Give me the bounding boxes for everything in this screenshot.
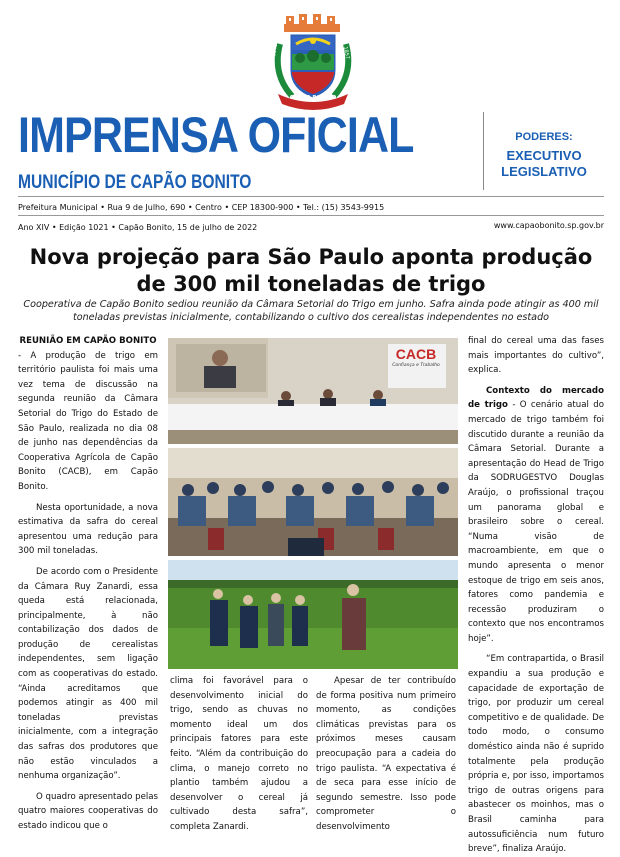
address-line: Prefeitura Municipal • Rua 9 de Julho, 690 • Centro • CEP 18300-900 • Tel.: (15) 3543-9915 bbox=[18, 203, 385, 212]
col1-paragraph-4: O quadro apresentado pelas quatro maiores cooperativas do estado indicou que o bbox=[18, 791, 158, 831]
article-column-1 bbox=[18, 334, 158, 834]
masthead-divider bbox=[483, 112, 484, 190]
power-legislative: LEGISLATIVO bbox=[501, 164, 587, 179]
col3-p1: - O cenário atual do mercado de trigo também foi discutido durante a reunião da Câmara Setorial. Durante a apresentação do Head de Trigo da SODRUGESTVO Douglas Araújo, o profissional traçou um panorama global e brasileiro sobre o cereal. “Numa visão de macroambiente, em que o mundo apresenta o menor estoque de trigo em seis anos, fatores como pandemia e recessão produziram o contexto que nos encontramos hoje”. bbox=[468, 400, 604, 644]
powers-box bbox=[486, 130, 602, 180]
col1-p1: - A produção de trigo em território paulista foi mais uma vez tema de discussão na segunda reunião da Câmara Setorial do Trigo do Estado de São Paulo, realizada no dia 08 de junho nas dependências da Cooperativa Agrícola de Capão Bonito (CACB), em Capão Bonito. bbox=[18, 350, 158, 492]
article-lede: Cooperativa de Capão Bonito sediou reunião da Câmara Setorial do Trigo em junho. Safra ainda pode atingir as 400 mil toneladas previstas inicialmente, contabilizando o cultivo dos cerealistas independentes no estado bbox=[23, 299, 599, 323]
article-column-2b bbox=[316, 674, 456, 835]
cacb-logo bbox=[388, 346, 444, 386]
header-rule-bottom bbox=[18, 215, 604, 216]
cacb-logo-text: CACB bbox=[395, 346, 437, 362]
col1-lead-caps: REUNIÃO EM CAPÃO BONITO bbox=[19, 336, 157, 346]
article-column-2a bbox=[170, 674, 308, 835]
photo-wheat-field bbox=[168, 560, 458, 669]
powers-label: PODERES: bbox=[515, 131, 573, 143]
article-photos bbox=[168, 338, 458, 669]
photo-audience bbox=[168, 448, 458, 556]
masthead-subtitle: MUNICÍPIO DE CAPÃO BONITO bbox=[18, 172, 252, 193]
col2a-paragraph: clima foi favorável para o desenvolvimento inicial do trigo, sendo as chuvas no momento ideal um dos principais fatores para este feito. “Além da contribuição do clima, o manejo correto no plantio também ajudou a desenvolver o cereal já cultivado desta safra”, completa Zanardi. bbox=[170, 676, 308, 832]
col1-paragraph-1 bbox=[18, 334, 158, 495]
cacb-logo-tagline: Confiança e Trabalho bbox=[392, 363, 440, 368]
col3-paragraph-1 bbox=[468, 384, 604, 647]
col1-paragraph-3: De acordo com o Presidente da Câmara Ruy Zanardi, essa queda está relacionada, principalmente, à não contabilização dos dados de produção de cerealistas independentes, sem ligação com as cooperativas do estado. “Ainda acreditamos que podemos atingir as 400 mil toneladas previstas inicialmente, com a integração das safras dos produtores que não estão vinculados a nenhuma organização”. bbox=[18, 566, 158, 782]
crest-banner-text: CAPÃO BONITO bbox=[289, 95, 337, 101]
col3-paragraph-2: “Em contrapartida, o Brasil expandiu a sua produção e capacidade de exportação de trigo, por produzir um cereal competitivo e de qualidade. De todo modo, o consumo doméstico ainda não é suprido totalmente pela produção própria e, por isso, importamos trigo de outras origens para abastecer os moinhos, mas o Brasil caminha para autossuficiência num futuro breve”, finaliza Araújo. bbox=[468, 654, 604, 855]
header-rule-top bbox=[18, 196, 604, 197]
power-executive: EXECUTIVO bbox=[506, 148, 582, 163]
masthead-title: IMPRENSA OFICIAL bbox=[18, 107, 414, 163]
col1-paragraph-2: Nesta oportunidade, a nova estimativa da safra do cereal apresentou uma redução para 300 mil toneladas. bbox=[18, 502, 158, 557]
crest-year-left: 1843 bbox=[271, 43, 280, 58]
edition-line: Ano XIV • Edição 1021 • Capão Bonito, 15 de julho de 2022 bbox=[18, 223, 258, 232]
article-headline: Nova projeção para São Paulo aponta produção de 300 mil toneladas de trigo bbox=[29, 245, 593, 296]
col3-paragraph-0: final do cereal uma das fases mais importantes do cultivo”, explica. bbox=[468, 336, 604, 376]
crest-year-right: 1857 bbox=[342, 46, 351, 60]
article-column-3 bbox=[468, 334, 604, 857]
website-link[interactable]: www.capaobonito.sp.gov.br bbox=[493, 221, 604, 230]
col2b-paragraph: Apesar de ter contribuído de forma positiva num primeiro momento, as condições climáticas previstas para os próximos meses causam preocupação para a cadeia do trigo paulista. “A expectativa é de seca para esse início de segundo semestre. Isso pode comprometer o desenvolvimento bbox=[316, 676, 456, 832]
col3-sub-heading: Contexto do mercado de trigo bbox=[468, 385, 604, 411]
